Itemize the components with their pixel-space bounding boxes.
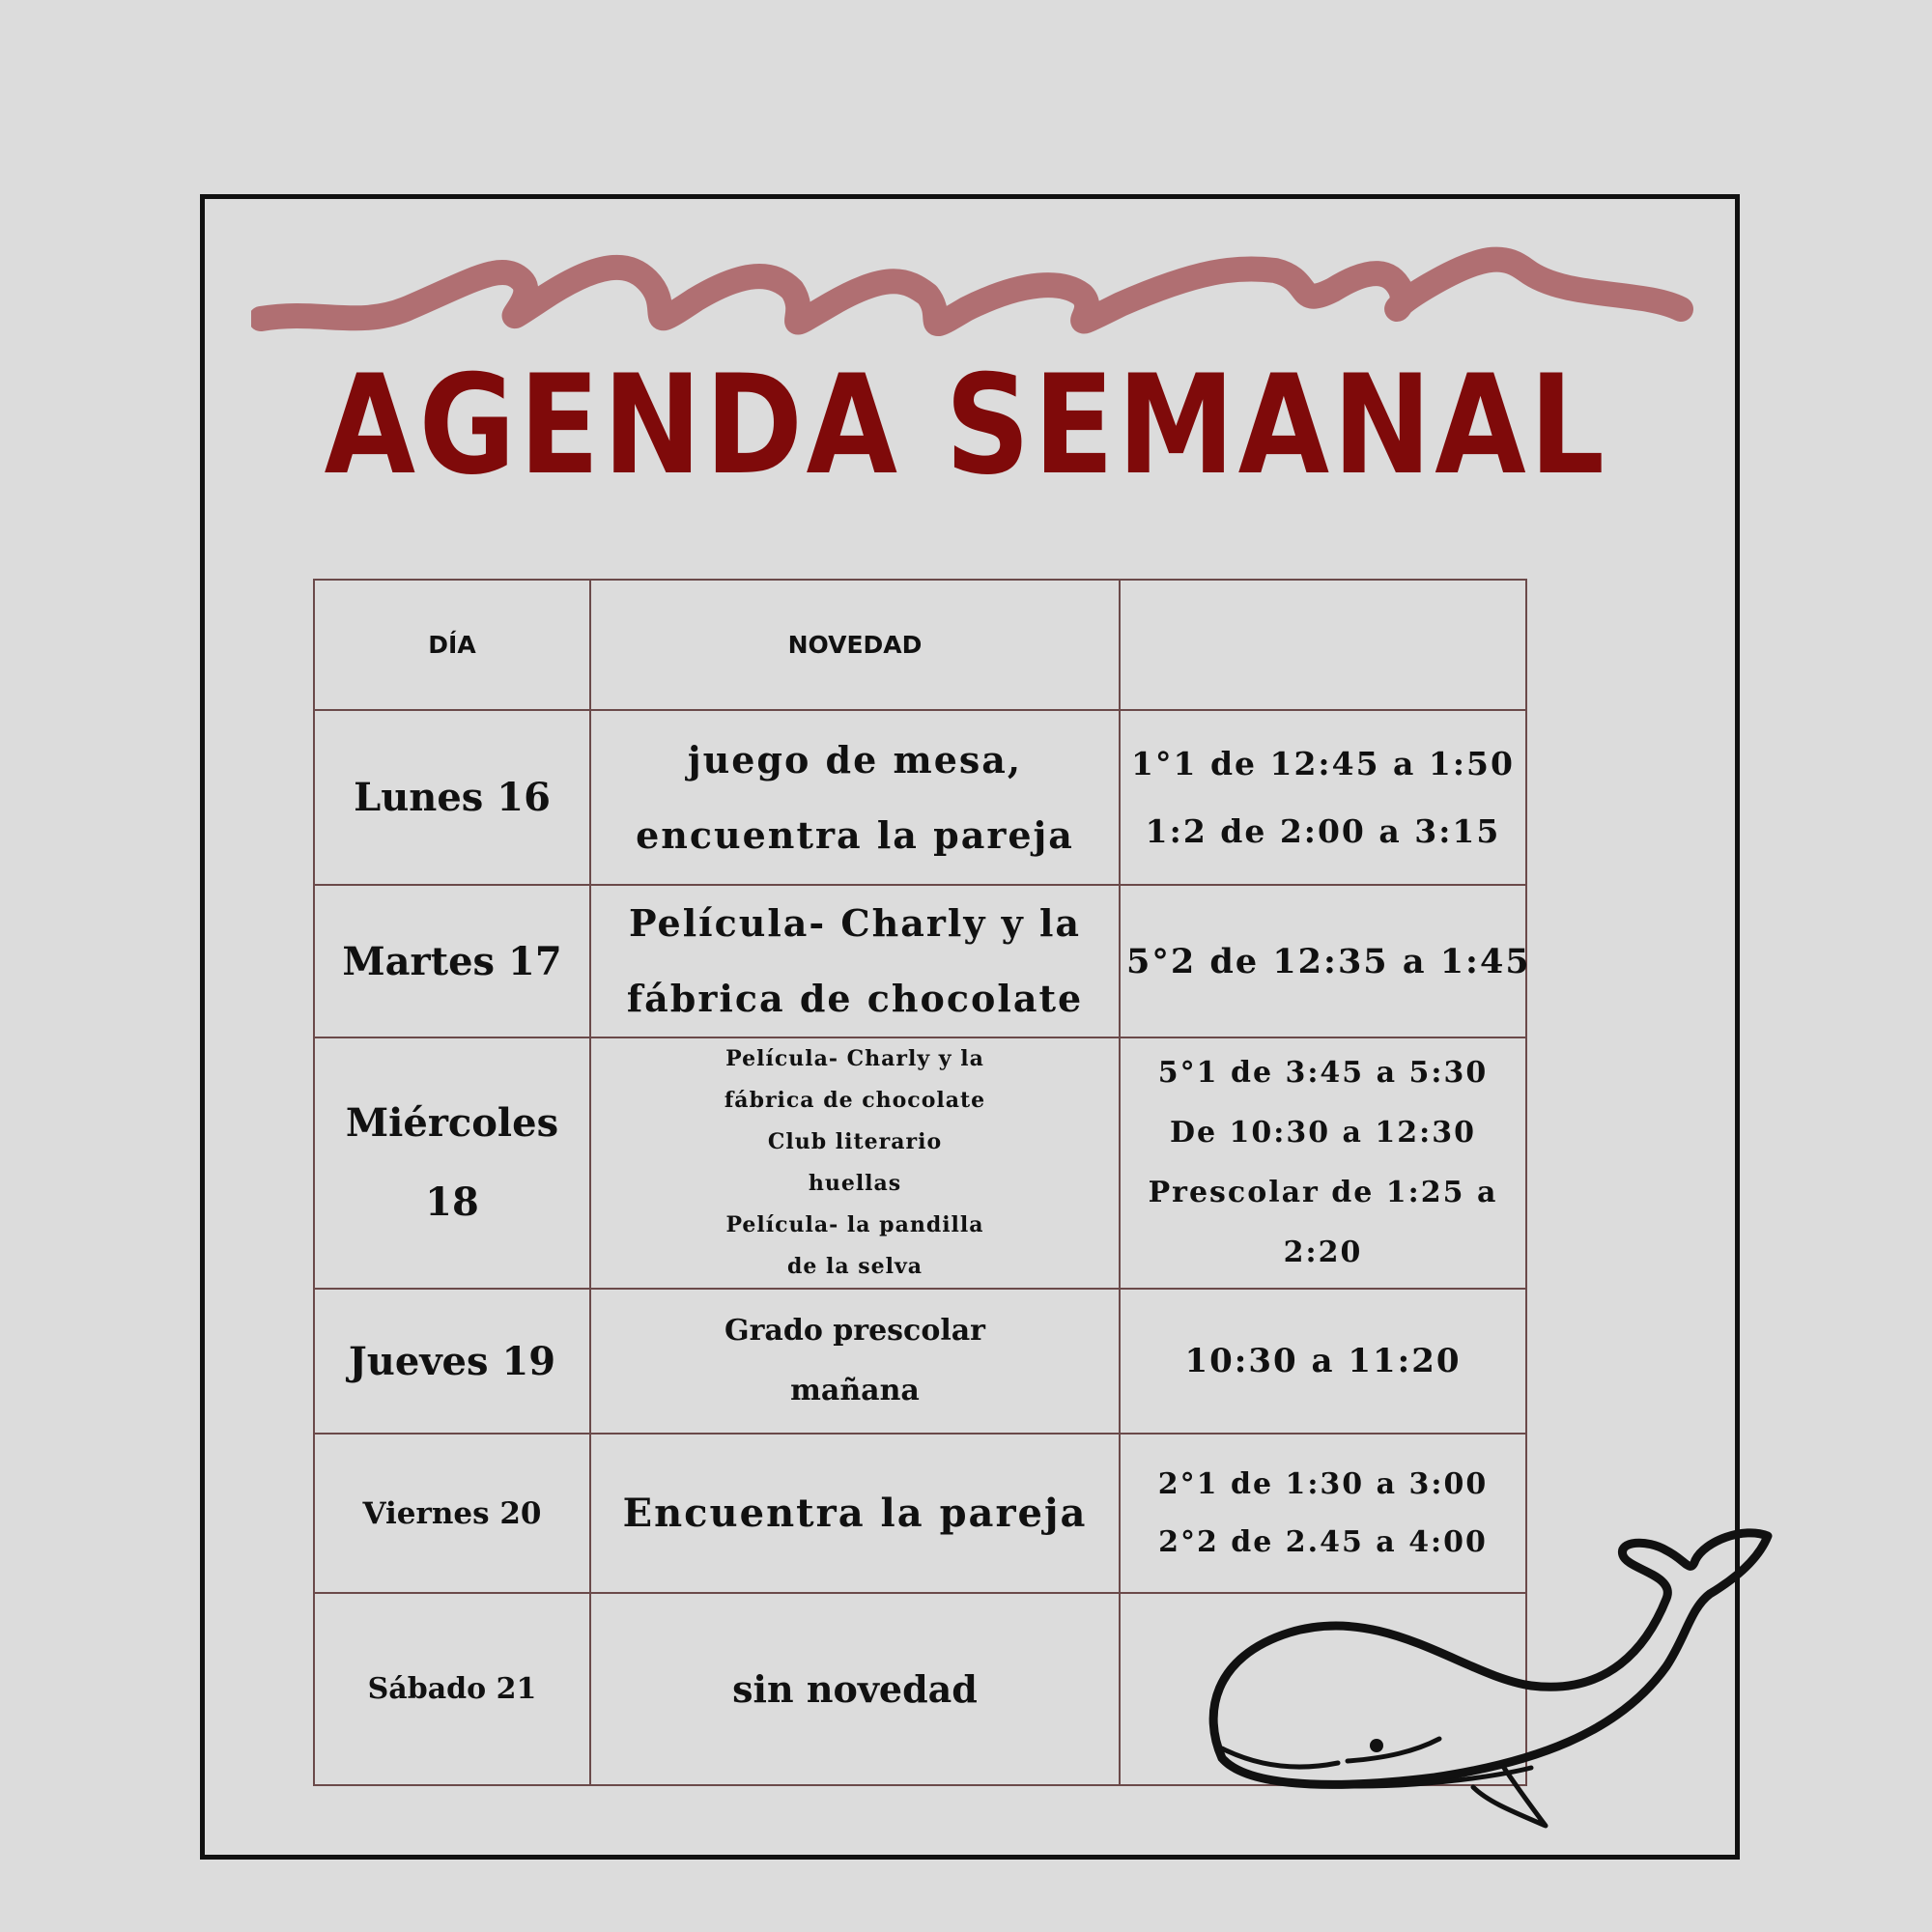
table-header-row	[314, 580, 1526, 710]
novedad-cell: Grado prescolar mañana	[590, 1289, 1120, 1434]
novedad-cell: Película- Charly y la fábrica de chocolate	[590, 885, 1120, 1037]
novedad-cell: juego de mesa, encuentra la pareja	[590, 710, 1120, 885]
whale-eye	[1370, 1739, 1383, 1752]
horario-cell: 1°1 de 12:45 a 1:50 1:2 de 2:00 a 3:15	[1120, 710, 1526, 885]
horario-cell: 2°1 de 1:30 a 3:00 2°2 de 2.45 a 4:00	[1120, 1434, 1526, 1593]
header-horario	[1120, 580, 1526, 710]
horario-cell: 10:30 a 11:20	[1120, 1289, 1526, 1434]
day-cell: Sábado 21	[314, 1593, 590, 1785]
day-cell: Lunes 16	[314, 710, 590, 885]
novedad-cell: Película- Charly y la fábrica de chocolate Club literario huellas Película- la pandilla de la selva	[590, 1037, 1120, 1289]
header-novedad: NOVEDAD	[590, 580, 1120, 710]
horario-cell: 5°1 de 3:45 a 5:30 De 10:30 a 12:30 Prescolar de 1:25 a 2:20	[1120, 1037, 1526, 1289]
header-dia: DÍA	[314, 580, 590, 710]
table-row	[314, 885, 1526, 1037]
day-cell: Miércoles 18	[314, 1037, 590, 1289]
day-cell: Martes 17	[314, 885, 590, 1037]
page-title: AGENDA SEMANAL	[324, 346, 1608, 505]
table-row	[314, 710, 1526, 885]
whale-illustration	[1183, 1521, 1782, 1850]
novedad-cell: Encuentra la pareja	[590, 1434, 1120, 1593]
horario-cell: 5°2 de 12:35 a 1:45	[1120, 885, 1526, 1037]
day-cell: Jueves 19	[314, 1289, 590, 1434]
table-row	[314, 1289, 1526, 1434]
day-cell: Viernes 20	[314, 1434, 590, 1593]
novedad-cell: sin novedad	[590, 1593, 1120, 1785]
table-row	[314, 1037, 1526, 1289]
